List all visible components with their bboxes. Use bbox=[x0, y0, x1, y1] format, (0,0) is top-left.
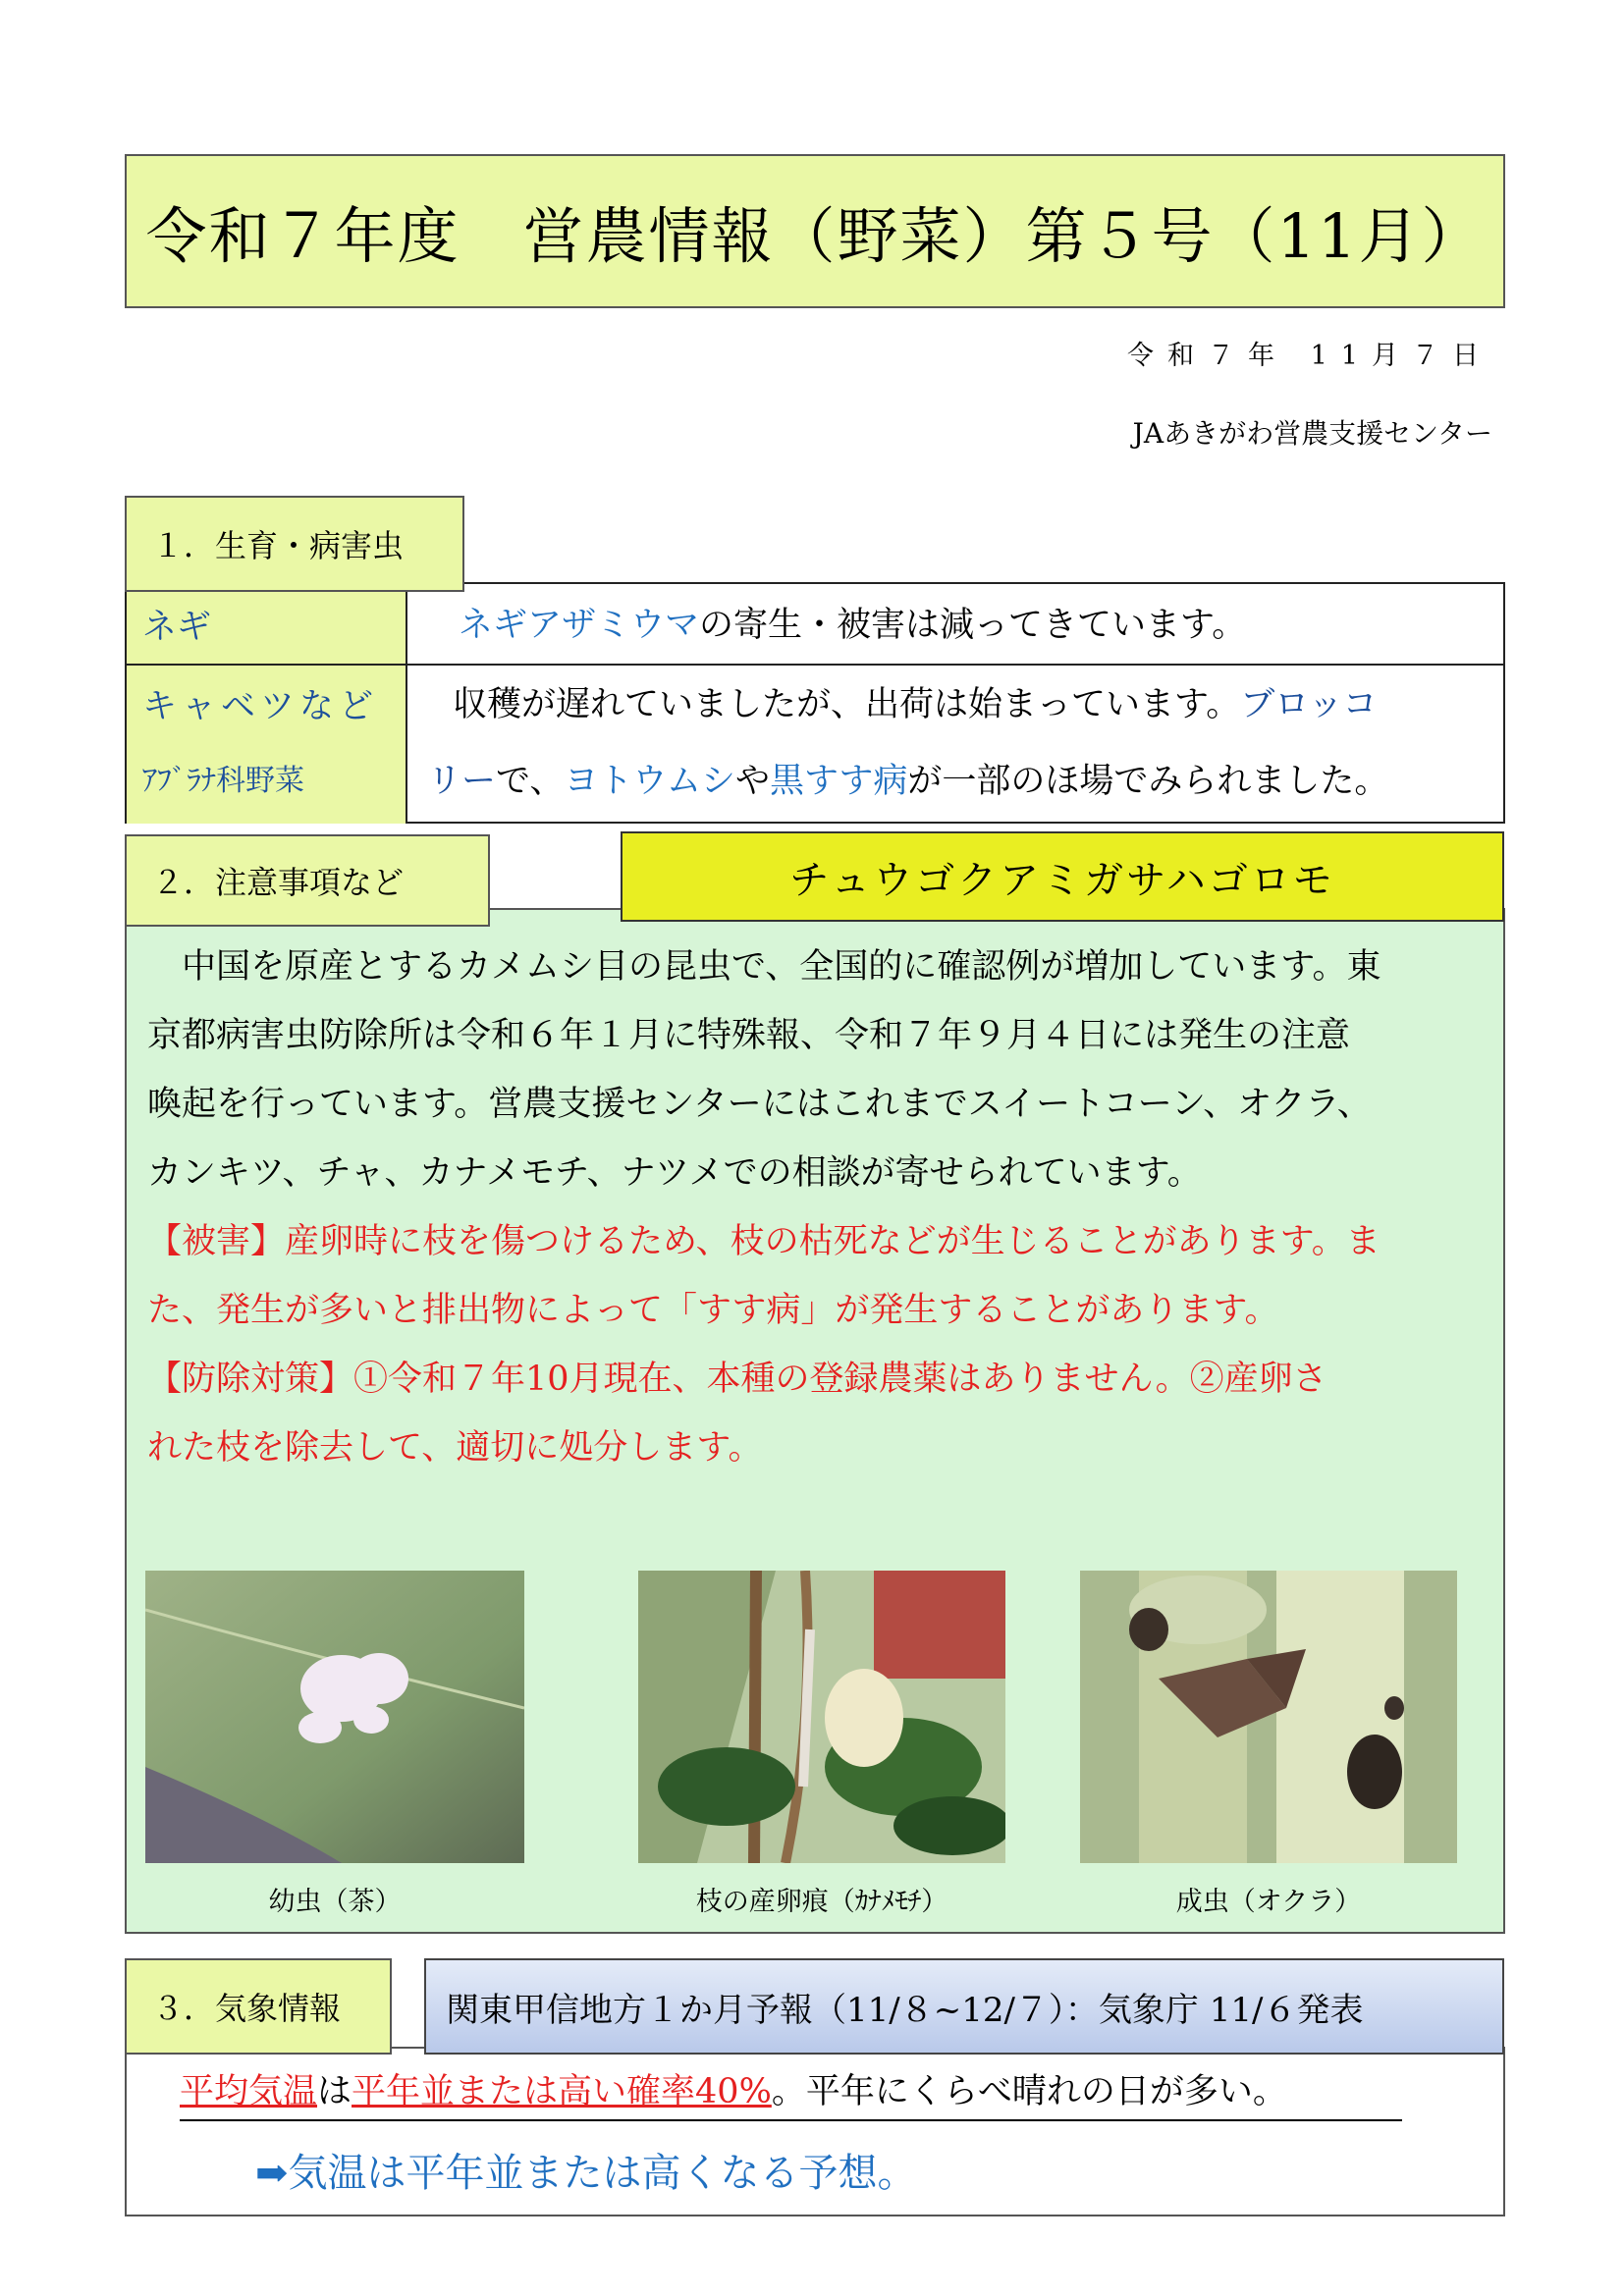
crop-negi: ネギ bbox=[127, 584, 407, 666]
broccoli-part1: ブロッコ bbox=[1240, 685, 1378, 724]
page-title: 令和７年度 営農情報（野菜）第５号（11月） bbox=[145, 200, 1485, 272]
control-line: れた枝を除去して、適切に処分します。 bbox=[147, 1428, 763, 1468]
negi-pest-name: ネギアザミウマ bbox=[459, 606, 700, 645]
issue-date: 令和７年 11月７日 bbox=[1127, 341, 1492, 371]
section3-header: ３．気象情報 bbox=[125, 1958, 392, 2055]
broccoli-part2: リー bbox=[427, 762, 497, 801]
adult-photo bbox=[1080, 1571, 1457, 1863]
notice-line: 京都病害虫防除所は令和６年１月に特殊報、令和７年９月４日には発生の注意 bbox=[147, 1016, 1351, 1055]
probability-text: 平年並または高い確率40% bbox=[352, 2072, 772, 2111]
cabbage-line-2d: や bbox=[734, 762, 770, 801]
disease-kurosusu: 黒すす病 bbox=[770, 762, 908, 801]
forecast-conclusion: ➡気温は平年並または高くなる予想。 bbox=[255, 2151, 917, 2196]
cabbage-status bbox=[407, 666, 1503, 824]
cabbage-line-2f: が一部のほ場でみられました。 bbox=[907, 762, 1389, 801]
section1-header: １．生育・病害虫 bbox=[125, 496, 464, 592]
pest-name-banner: チュウゴクアミガサハゴロモ bbox=[621, 831, 1504, 922]
weather-particle: は bbox=[317, 2072, 352, 2111]
notice-line: 喚起を行っています。営農支援センターにはこれまでスイートコーン、オクラ、 bbox=[147, 1085, 1372, 1124]
cabbage-line-2 bbox=[427, 754, 1388, 803]
notice-text bbox=[147, 933, 1492, 1482]
egg-scar-photo bbox=[638, 1571, 1005, 1863]
avg-temp-label: 平均気温 bbox=[180, 2072, 318, 2111]
photo-caption: 枝の産卵痕（ｶﾅﾒﾓﾁ） bbox=[695, 1887, 948, 1917]
growth-pest-table bbox=[125, 582, 1505, 824]
notice-line: 中国を原産とするカメムシ目の昆虫で、全国的に確認例が増加しています。東 bbox=[147, 947, 1381, 987]
negi-status-text: の寄生・被害は減ってきています。 bbox=[699, 606, 1247, 645]
photo-caption: 成虫（オクラ） bbox=[1175, 1887, 1362, 1917]
crop-cabbage-name: キャベツなど bbox=[142, 687, 379, 726]
nymph-photo bbox=[145, 1571, 524, 1863]
organization: JAあきがわ営農支援センター bbox=[1132, 417, 1492, 450]
sunny-days-text: 。平年にくらべ晴れの日が多い。 bbox=[771, 2072, 1287, 2111]
photo-caption: 幼虫（茶） bbox=[268, 1887, 402, 1917]
section2-header: ２．注意事項など bbox=[125, 834, 490, 927]
temperature-forecast bbox=[180, 2064, 1402, 2121]
negi-status bbox=[407, 584, 1503, 666]
notice-line: カンキツ、チャ、カナメモチ、ナツメでの相談が寄せられています。 bbox=[147, 1153, 1202, 1193]
damage-line: 【被害】産卵時に枝を傷つけるため、枝の枯死などが生じることがあります。ま bbox=[147, 1222, 1380, 1261]
crop-cabbage-sub: ｱﾌﾞﾗﾅ科野菜 bbox=[142, 764, 304, 798]
cabbage-line-1 bbox=[453, 677, 1378, 726]
forecast-banner: 関東甲信地方１か月予報（11/８~12/７）：気象庁 11/６発表 bbox=[424, 1958, 1504, 2055]
cabbage-line-2b: で、 bbox=[496, 762, 565, 801]
cabbage-line-1a: 収穫が遅れていましたが、出荷は始まっています。 bbox=[453, 685, 1241, 724]
damage-line: た、発生が多いと排出物によって「すす病」が発生することがあります。 bbox=[147, 1291, 1279, 1330]
pest-yotoumushi: ヨトウムシ bbox=[564, 762, 735, 801]
title-box bbox=[125, 154, 1505, 308]
control-line: 【防除対策】①令和７年10月現在、本種の登録農薬はありません。②産卵さ bbox=[147, 1360, 1327, 1399]
crop-cabbage bbox=[127, 666, 407, 824]
